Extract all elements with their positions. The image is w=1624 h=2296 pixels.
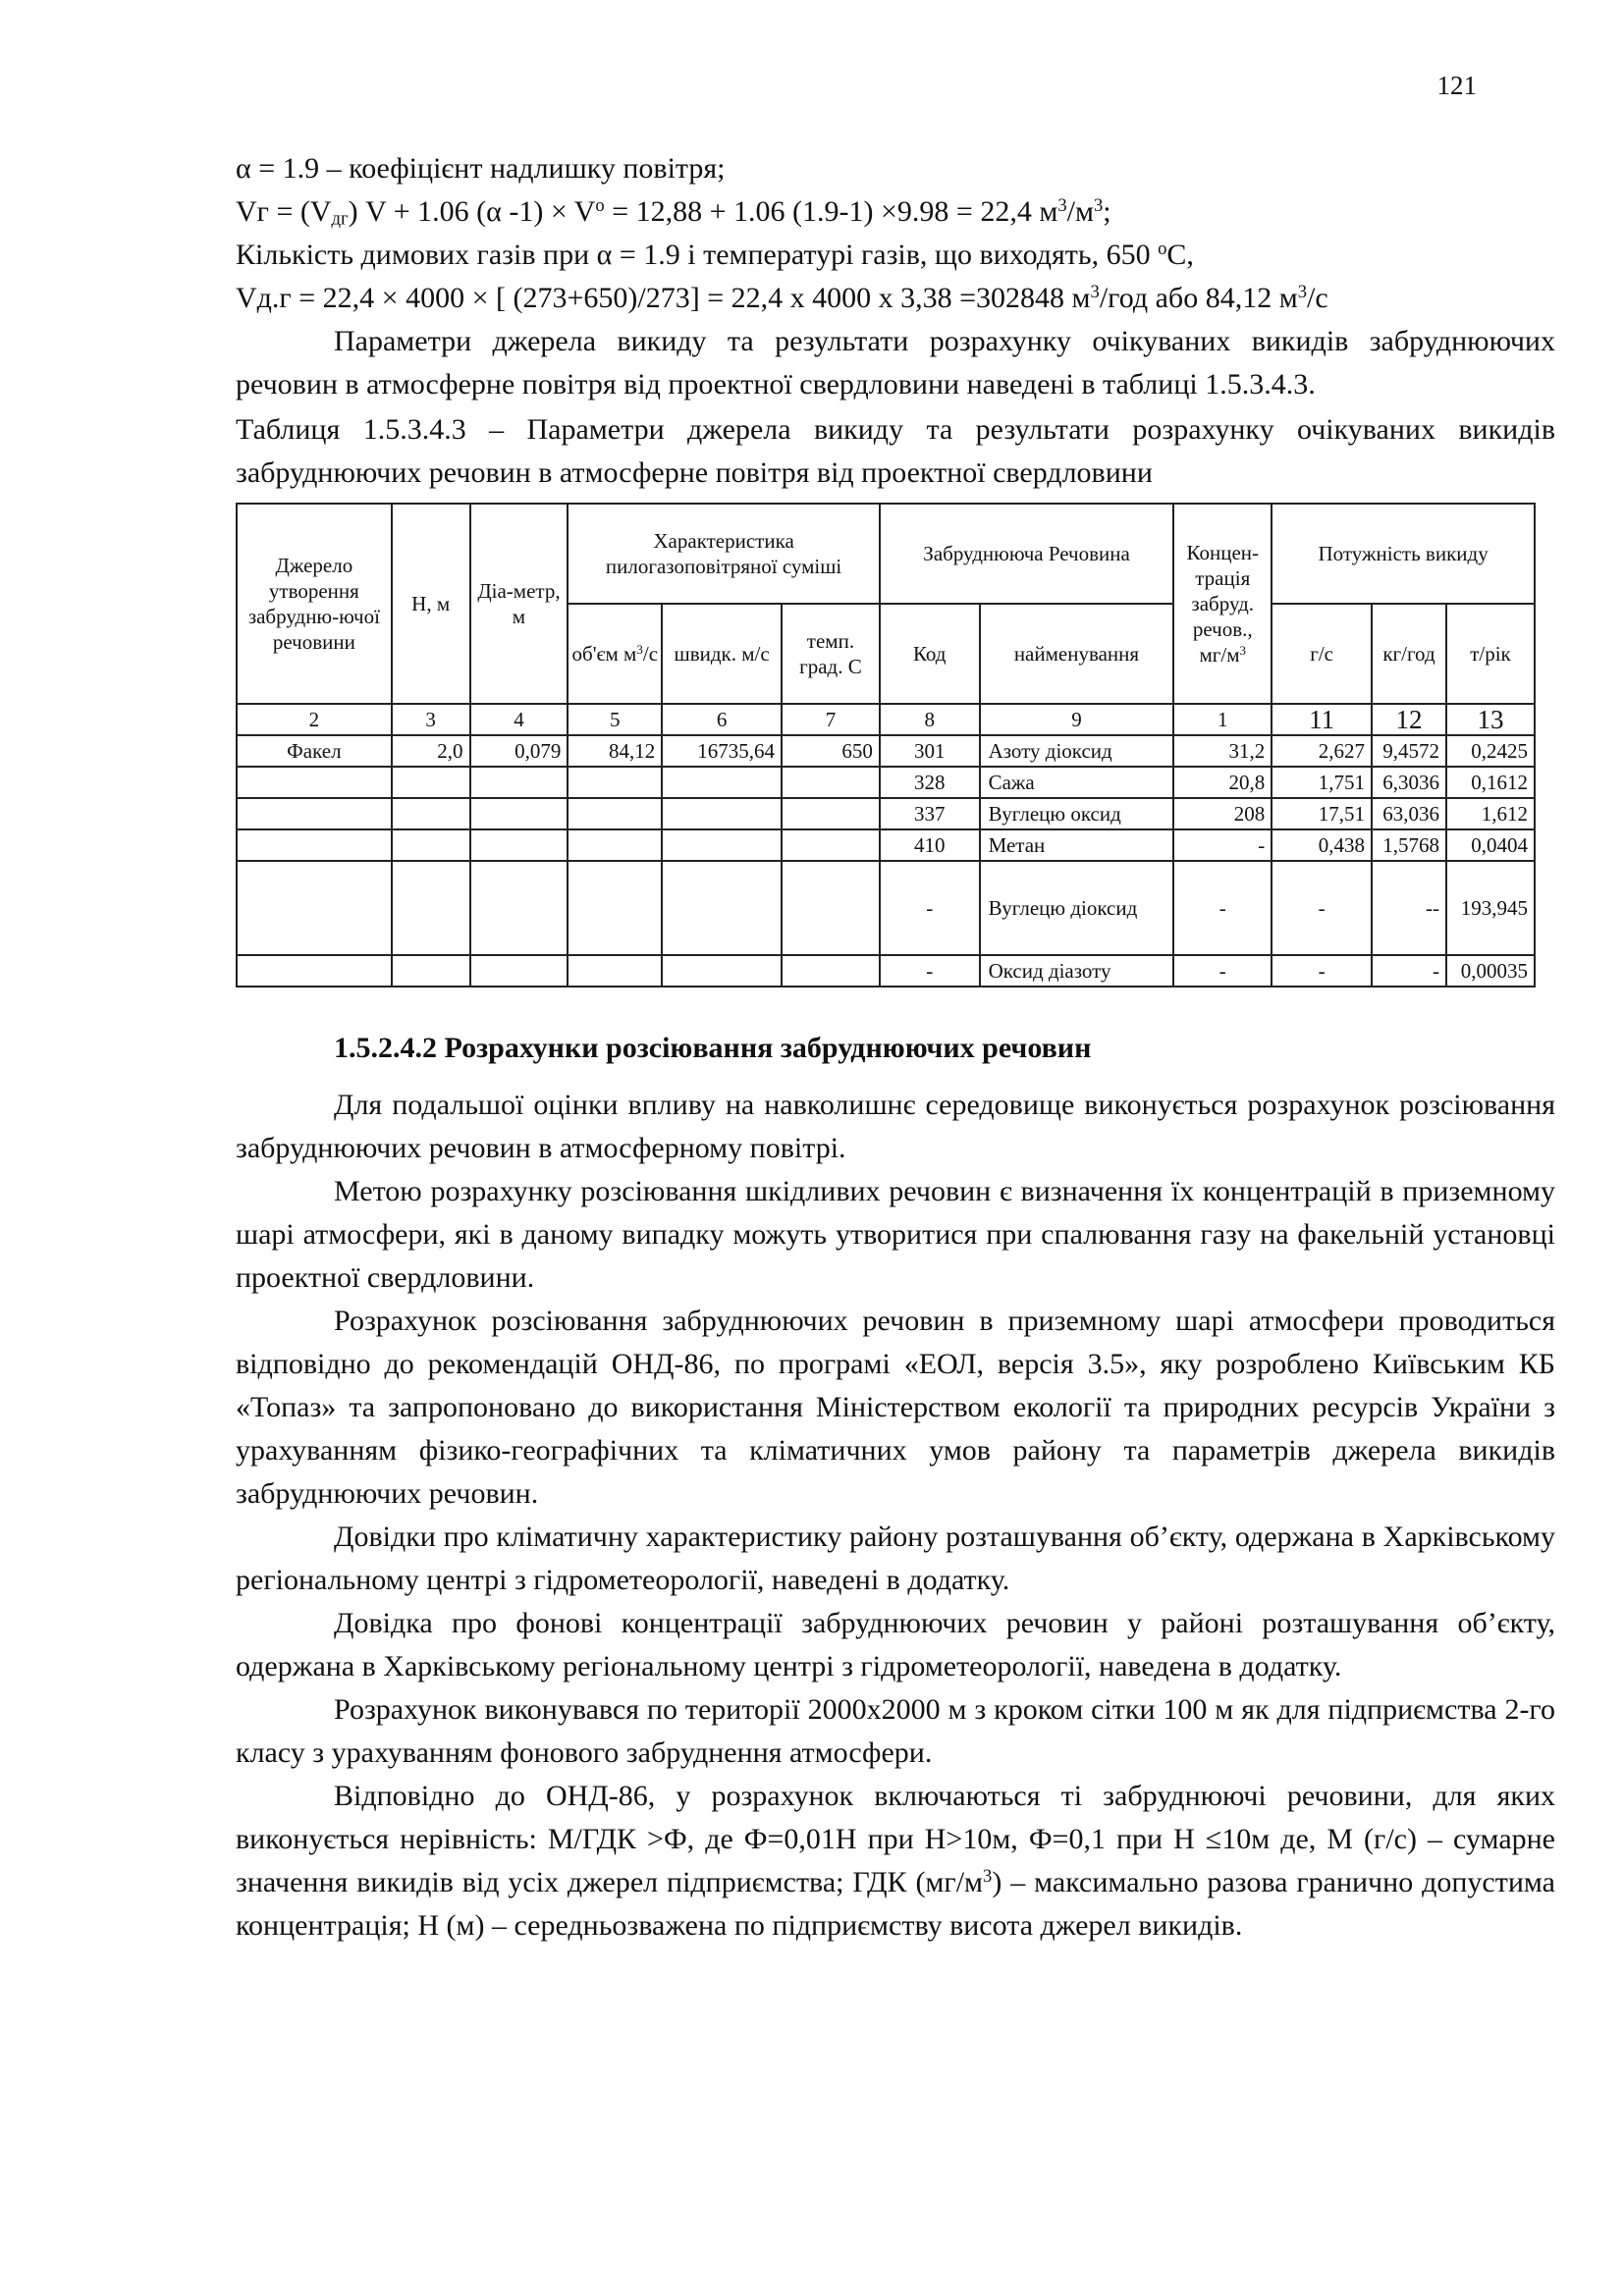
body-paragraph: Розрахунок виконувався по території 2000х2000 м з кроком сітки 100 м як для підприємства 2-го класу з урахуванням фонового забруднення атмосфери. [236,1693,1555,1769]
header-code: Код [880,604,980,704]
header-ty: т/рік [1446,604,1535,704]
header-speed: швидк. м/с [662,604,782,704]
cell-code: 301 [880,735,980,767]
table-row [237,829,1535,861]
cell-speed: 16735,64 [662,735,782,767]
cell-kgh: - [1372,955,1446,987]
column-number: 3 [392,704,470,735]
cell-volume [568,798,662,829]
formula-text: С, [1166,239,1194,271]
cell-name: Вуглецю діоксид [980,861,1174,955]
cell-temperature [782,829,880,861]
cell-concentration: 20,8 [1173,767,1272,798]
formula-text: Кількість димових газів при α = 1.9 і температурі газів, що виходять, 650 [236,239,1159,271]
cell-ty: 0,2425 [1446,735,1535,767]
column-number: 2 [237,704,392,735]
cell-height [392,767,470,798]
header-gs: г/с [1272,604,1372,704]
cell-code: 410 [880,829,980,861]
cell-source [237,829,392,861]
table-caption: Таблиця 1.5.3.4.3 – Параметри джерела викиду та результати розрахунку очікуваних викидів забруднюючих речовин в атмосферне повітря від проектної свердловини [236,413,1555,489]
body-paragraph [236,1775,1555,1948]
column-number: 7 [782,704,880,735]
paragraph-superscript: 3 [983,1865,993,1887]
cell-name: Вуглецю оксид [980,798,1174,829]
cell-speed [662,767,782,798]
cell-gs: 1,751 [1272,767,1372,798]
header-volume [568,604,662,704]
cell-name: Оксид діазоту [980,955,1174,987]
cell-temperature: 650 [782,735,880,767]
cell-kgh: 6,3036 [1372,767,1446,798]
cell-diameter [470,829,568,861]
cell-speed [662,861,782,955]
formula-superscript: о [595,194,605,216]
header-temperature: темп. град. С [782,604,880,704]
cell-source: Факел [237,735,392,767]
header-power: Потужність викиду [1272,504,1535,604]
cell-height [392,829,470,861]
cell-ty: 193,945 [1446,861,1535,955]
body-paragraph: Для подальшої оцінки впливу на навколишнє середовище виконується розрахунок розсіювання забруднюючих речовин в атмосферному повітрі. [236,1089,1555,1164]
cell-ty: 1,612 [1446,798,1535,829]
formula-text: Vг = (V [236,195,332,228]
header-volume-text: об'єм м [571,642,637,666]
page-number: 121 [1436,71,1477,100]
cell-code: - [880,955,980,987]
cell-concentration: - [1173,829,1272,861]
cell-diameter: 0,079 [470,735,568,767]
cell-gs: 17,51 [1272,798,1372,829]
formula-superscript: о [1158,238,1167,259]
header-volume-sup: 3 [636,641,643,657]
formula-superscript: 3 [1093,194,1104,216]
column-number-row [237,704,1535,735]
column-number: 6 [662,704,782,735]
formula-text: /год або 84,12 м [1099,282,1298,314]
paragraph-text: Відповідно до ОНД-86, у розрахунок включаються ті забруднюючі речовини, для яких виконується нерівність: М/ГДК >Ф, де Ф=0,01Н при Н>10м, Ф=0,1 при Н ≤10м де, М (г/с) – сумарне значення викидів від усіх джерел підприємства; ГДК (мг/м [236,1780,1555,1898]
formula-superscript: 3 [1090,281,1100,302]
column-number: 13 [1446,704,1535,735]
formula-text: ) V + 1.06 (α -1) × V [348,195,596,228]
cell-concentration: - [1173,955,1272,987]
header-pollutant: Забруднююча Речовина [880,504,1173,604]
cell-temperature [782,955,880,987]
cell-gs: - [1272,861,1372,955]
formula-text: Vд.г = 22,4 × 4000 × [ (273+650)/273] = 22,4 х 4000 х 3,38 =302848 м [236,282,1091,314]
header-kgh: кг/год [1372,604,1446,704]
header-concentration [1173,504,1272,704]
cell-volume: 84,12 [568,735,662,767]
column-number: 5 [568,704,662,735]
formula-text: /м [1066,195,1094,228]
gas-amount-line [236,234,1555,277]
emissions-table [236,503,1536,988]
column-number: 4 [470,704,568,735]
body-paragraph: Метою розрахунку розсіювання шкідливих речовин є визначення їх концентрацій в приземному шарі атмосфери, які в даному випадку можуть утворитися при спалювання газу на факельній установці проектної свердловини. [236,1175,1555,1294]
cell-ty: 0,0404 [1446,829,1535,861]
body-paragraph: Розрахунок розсіювання забруднюючих речовин в приземному шарі атмосфери проводиться відповідно до рекомендацій ОНД-86, по програмі «ЕОЛ, версія 3.5», яку розроблено Київським КБ «Топаз» та запропоновано до використання Міністерством екології та природних ресурсів України з урахуванням фізико-географічних та кліматичних умов району та параметрів джерела викидів забруднюючих речовин. [236,1305,1555,1510]
column-number: 11 [1272,704,1372,735]
cell-kgh: 9,4572 [1372,735,1446,767]
cell-concentration: 31,2 [1173,735,1272,767]
formula-text: ; [1103,195,1111,228]
cell-diameter [470,798,568,829]
section-heading: 1.5.2.4.2 Розрахунки розсіювання забруднюючих речовин [334,1032,1092,1064]
header-height: Н, м [392,504,470,704]
header-source: Джерело утворення забрудню-ючої речовини [237,504,392,704]
header-mixture: Характеристика пилогазоповітряної суміші [568,504,879,604]
cell-source [237,798,392,829]
cell-code: 337 [880,798,980,829]
cell-volume [568,955,662,987]
cell-source [237,861,392,955]
column-number: 1 [1173,704,1272,735]
cell-height [392,861,470,955]
cell-speed [662,829,782,861]
column-number: 12 [1372,704,1446,735]
page-content [236,147,1555,1948]
cell-code: 328 [880,767,980,798]
cell-speed [662,798,782,829]
cell-volume [568,861,662,955]
intro-paragraph: Параметри джерела викиду та результати розрахунку очікуваних викидів забруднюючих речовин в атмосферне повітря від проектної свердловини наведені в таблиці 1.5.3.4.3. [236,325,1555,400]
header-diameter: Діа-метр, м [470,504,568,704]
cell-name: Сажа [980,767,1174,798]
cell-speed [662,955,782,987]
header-concentration-sup: 3 [1239,642,1247,658]
vdg-formula-line [236,277,1555,320]
table-row [237,955,1535,987]
cell-kgh: 1,5768 [1372,829,1446,861]
cell-kgh: 63,036 [1372,798,1446,829]
vg-formula-line [236,190,1555,234]
cell-gs: - [1272,955,1372,987]
cell-height [392,798,470,829]
cell-gs: 2,627 [1272,735,1372,767]
cell-temperature [782,861,880,955]
column-number: 8 [880,704,980,735]
cell-height: 2,0 [392,735,470,767]
formula-superscript: 3 [1297,281,1307,302]
table-row [237,767,1535,798]
cell-name: Метан [980,829,1174,861]
cell-concentration: 208 [1173,798,1272,829]
table-row [237,735,1535,767]
formula-text: /с [1306,282,1328,314]
cell-concentration: - [1173,861,1272,955]
formula-subscript: дг [331,208,349,230]
cell-kgh: -- [1372,861,1446,955]
table-row [237,798,1535,829]
cell-height [392,955,470,987]
cell-ty: 0,1612 [1446,767,1535,798]
cell-temperature [782,798,880,829]
formula-superscript: 3 [1057,194,1067,216]
formula-text: = 12,88 + 1.06 (1.9-1) ×9.98 = 22,4 м [604,195,1058,228]
paragraph-text: ) – максимально разова гранично допустима концентрація; Н (м) – середньозважена по підприємству висота джерел викидів. [236,1866,1555,1942]
cell-gs: 0,438 [1272,829,1372,861]
cell-source [237,767,392,798]
column-number: 9 [980,704,1174,735]
table-header-row [237,504,1535,604]
cell-source [237,955,392,987]
cell-ty: 0,00035 [1446,955,1535,987]
header-name: найменування [980,604,1174,704]
header-concentration-text: Концен-трація забруд. речов., мг/м [1186,541,1259,667]
body-paragraph: Довідки про кліматичну характеристику району розташування об’єкту, одержана в Харківському регіональному центрі з гідрометеорології, наведені в додатку. [236,1521,1555,1596]
cell-diameter [470,767,568,798]
cell-name: Азоту діоксид [980,735,1174,767]
cell-code: - [880,861,980,955]
cell-volume [568,829,662,861]
table-row [237,861,1535,955]
alpha-line: α = 1.9 – коефіцієнт надлишку повітря; [236,152,726,185]
cell-volume [568,767,662,798]
cell-temperature [782,767,880,798]
cell-diameter [470,955,568,987]
header-volume-tail: /с [642,642,659,666]
cell-diameter [470,861,568,955]
body-paragraph: Довідка про фонові концентрації забруднюючих речовин у районі розташування об’єкту, одержана в Харківському регіональному центрі з гідрометеорології, наведена в додатку. [236,1607,1555,1682]
